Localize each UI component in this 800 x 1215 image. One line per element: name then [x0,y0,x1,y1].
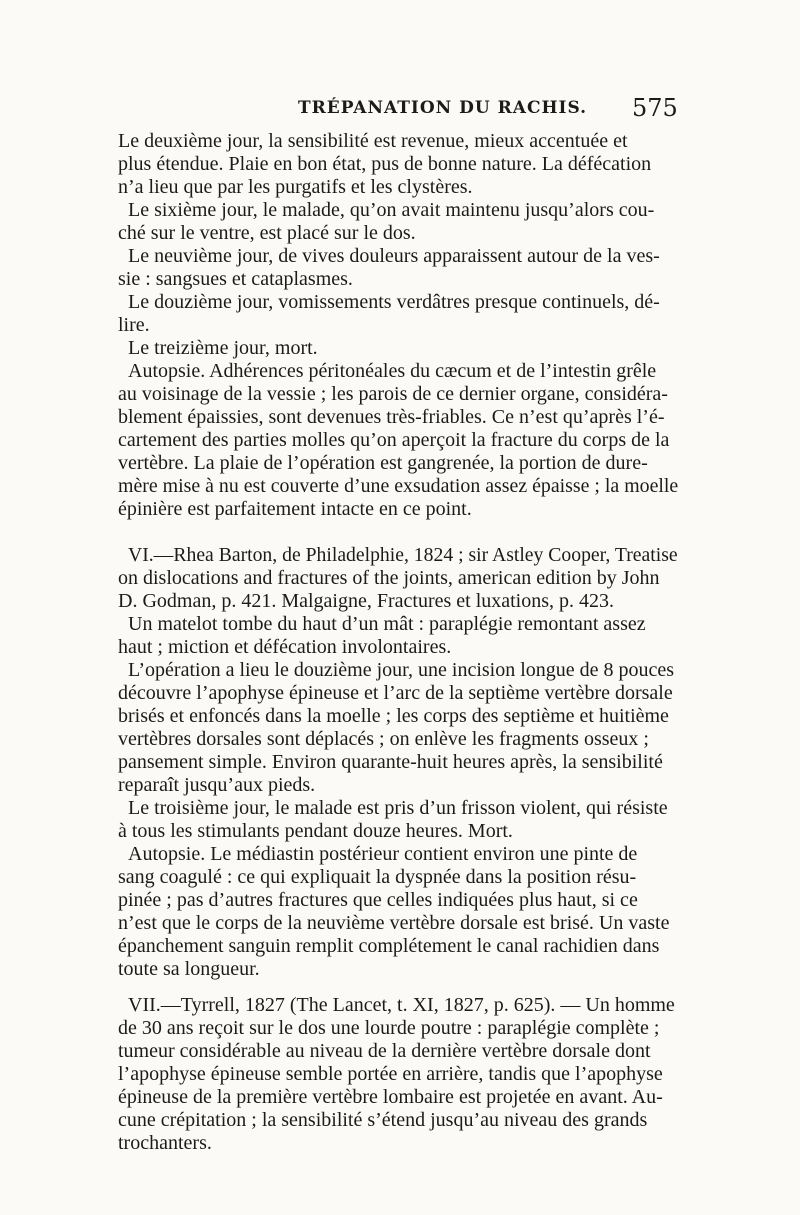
text-line: blement épaissies, sont devenues très-friables. Ce n’est qu’après l’é- [118,406,665,428]
text-line: cune crépitation ; la sensibilité s’étend jusqu’au niveau des grands [118,1109,648,1131]
text-line: au voisinage de la vessie ; les parois de ce dernier organe, considéra- [118,383,668,405]
text-line: vertèbre. La plaie de l’opération est gangrenée, la portion de dure- [118,452,648,474]
text-line: pansement simple. Environ quarante-huit heures après, la sensibilité [118,751,663,773]
text-line: reparaît jusqu’aux pieds. [118,774,316,796]
text-line: Le douzième jour, vomissements verdâtres presque continuels, dé- [128,291,660,313]
text-line: découvre l’apophyse épineuse et l’arc de la septième vertèbre dorsale [118,682,673,704]
text-line: cartement des parties molles qu’on aperçoit la fracture du corps de la [118,429,670,451]
text-line: à tous les stimulants pendant douze heures. Mort. [118,820,513,842]
running-title: TRÉPANATION DU RACHIS. [298,98,588,118]
text-line: VII.—Tyrrell, 1827 (The Lancet, t. XI, 1827, p. 625). — Un homme [128,994,675,1016]
text-line: mère mise à nu est couverte d’une exsudation assez épaisse ; la moelle [118,475,679,497]
text-line: n’est que le corps de la neuvième vertèbre dorsale est brisé. Un vaste [118,912,670,934]
text-line: plus étendue. Plaie en bon état, pus de bonne nature. La défécation [118,153,652,175]
text-line: épineuse de la première vertèbre lombaire est projetée en avant. Au- [118,1086,663,1108]
text-line: Le troisième jour, le malade est pris d’un frisson violent, qui résiste [128,797,668,819]
text-line: n’a lieu que par les purgatifs et les clystères. [118,176,473,198]
text-line: Autopsie. Le médiastin postérieur contient environ une pinte de [128,843,638,865]
text-line: Un matelot tombe du haut d’un mât : paraplégie remontant assez [128,613,646,635]
text-line: ché sur le ventre, est placé sur le dos. [118,222,416,244]
text-line: brisés et enfoncés dans la moelle ; les corps des septième et huitième [118,705,669,727]
text-line: lire. [118,314,150,336]
text-line: haut ; miction et défécation involontaires. [118,636,452,658]
text-line: épanchement sanguin remplit complétement le canal rachidien dans [118,935,660,957]
text-line: épinière est parfaitement intacte en ce point. [118,498,472,520]
text-line: tumeur considérable au niveau de la dernière vertèbre dorsale dont [118,1040,651,1062]
text-line: sang coagulé : ce qui expliquait la dyspnée dans la position résu- [118,866,637,888]
text-line: vertèbres dorsales sont déplacés ; on enlève les fragments osseux ; [118,728,649,750]
page-number: 575 [632,94,678,122]
text-line: Le deuxième jour, la sensibilité est revenue, mieux accentuée et [118,130,628,152]
text-line: trochanters. [118,1132,212,1154]
text-line: Le sixième jour, le malade, qu’on avait maintenu jusqu’alors cou- [128,199,655,221]
text-line: VI.—Rhea Barton, de Philadelphie, 1824 ; sir Astley Cooper, Treatise [128,544,678,566]
text-line: pinée ; pas d’autres fractures que celles indiquées plus haut, si ce [118,889,638,911]
text-line: on dislocations and fractures of the joints, american edition by John [118,567,660,589]
text-line: toute sa longueur. [118,958,260,980]
text-line: sie : sangsues et cataplasmes. [118,268,353,290]
text-line: L’opération a lieu le douzième jour, une incision longue de 8 pouces [128,659,675,681]
text-line: Le neuvième jour, de vives douleurs apparaissent autour de la ves- [128,245,660,267]
text-line: D. Godman, p. 421. Malgaigne, Fractures et luxations, p. 423. [118,590,615,612]
text-line: l’apophyse épineuse semble portée en arrière, tandis que l’apophyse [118,1063,663,1085]
text-line: de 30 ans reçoit sur le dos une lourde poutre : paraplégie complète ; [118,1017,660,1039]
text-line: Le treizième jour, mort. [128,337,318,359]
text-line: Autopsie. Adhérences péritonéales du cæcum et de l’intestin grêle [128,360,657,382]
